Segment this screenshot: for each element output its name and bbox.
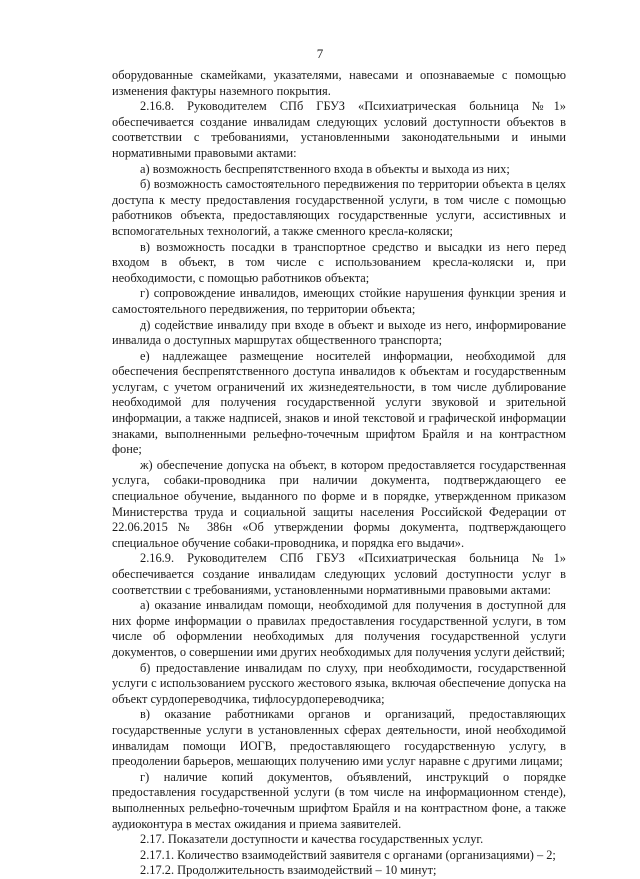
- paragraph: б) предоставление инвалидам по слуху, при необходимости, государственной услуги с использованием русского жестового языка, включая обеспечение допуска на объект сурдопереводчика, тифлосурдопереводчика;: [112, 660, 566, 706]
- paragraph: в) оказание работниками органов и организаций, предоставляющих государственные услуги в установленных сферах деятельности, иной необходимой инвалидам помощи ИОГВ, предоставляющего государственную услугу, в преодолении барьеров, мешающих получению ими услуг наравне с другими лицами;: [112, 707, 566, 769]
- paragraph: ж) обеспечение допуска на объект, в котором предоставляется государственная услуга, собаки-проводника при наличии документа, подтверждающего ее специальное обучение, выданного по форме и в порядке, утвержденном приказом Министерства труда и социальной защиты населения Российской Федерации от 22.06.2015 № 386н «Об утверждении формы документа, подтверждающего специальное обучение собаки-проводника, и порядка его выдачи».: [112, 457, 566, 550]
- paragraph: в) возможность посадки в транспортное средство и высадки из него перед входом в объект, в том числе с использованием кресла-коляски и, при необходимости, с помощью работников объекта;: [112, 239, 566, 285]
- paragraph: 2.17.2. Продолжительность взаимодействий – 10 минут;: [140, 863, 437, 878]
- paragraph: а) оказание инвалидам помощи, необходимой для получения в доступной для них форме информации о правилах предоставления государственной услуги, в том числе об оформлении необходимых для получения государственной услуги документов, о совершении ими других необходимых для получения услуги действий;: [112, 598, 566, 659]
- paragraph: б) возможность самостоятельного передвижения по территории объекта в целях доступа к месту предоставления государственной услуги, в том числе с помощью работников объекта, предоставляющих государственные услуги, ассистивных и вспомогательных технологий, а также сменного кресла-коляски;: [112, 177, 566, 238]
- paragraph: д) содействие инвалиду при входе в объект и выходе из него, информирование инвалида о доступных маршрутах общественного транспорта;: [112, 317, 566, 348]
- paragraph: е) надлежащее размещение носителей информации, необходимой для обеспечения беспрепятственного доступа инвалидов к объектам и государственным услугам, с учетом ограничений их жизнедеятельности, в том числе дублирование необходимой для получения государственной услуги звуковой и зрительной информации, а также надписей, знаков и иной текстовой и графической информации знаками, выполненными рельефно-точечным шрифтом Брайля и на контрастном фоне;: [112, 348, 566, 457]
- paragraph: оборудованные скамейками, указателями, навесами и опознаваемые с помощью изменения фактуры наземного покрытия.: [112, 68, 566, 98]
- page-number: 7: [316, 46, 324, 61]
- paragraph: г) наличие копий документов, объявлений, инструкций о порядке предоставления государственной услуги (в том числе на информационном стенде), выполненных рельефно-точечным шрифтом Брайля и на контрастном фоне, а также аудиоконтура в местах ожидания и приема заявителей.: [112, 769, 566, 831]
- paragraph: г) сопровождение инвалидов, имеющих стойкие нарушения функции зрения и самостоятельного передвижения, по территории объекта;: [112, 286, 566, 316]
- paragraph: 2.16.8. Руководителем СПб ГБУЗ «Психиатрическая больница №1» обеспечивается создание инвалидам следующих условий доступности объектов в соответствии с требованиями, установленными законодательными и иными нормативными правовыми актами:: [112, 99, 566, 160]
- document-body: [112, 68, 566, 879]
- paragraph: 2.16.9. Руководителем СПб ГБУЗ «Психиатрическая больница №1» обеспечивается создание инвалидам следующих условий доступности услуг в соответствии с требованиями, установленными нормативными правовыми актами:: [112, 551, 566, 597]
- paragraph: 2.17.1. Количество взаимодействий заявителя с органами (организациями) – 2;: [140, 847, 556, 862]
- paragraph: а) возможность беспрепятственного входа в объекты и выхода из них;: [140, 161, 510, 176]
- paragraph: 2.17. Показатели доступности и качества государственных услуг.: [140, 832, 484, 847]
